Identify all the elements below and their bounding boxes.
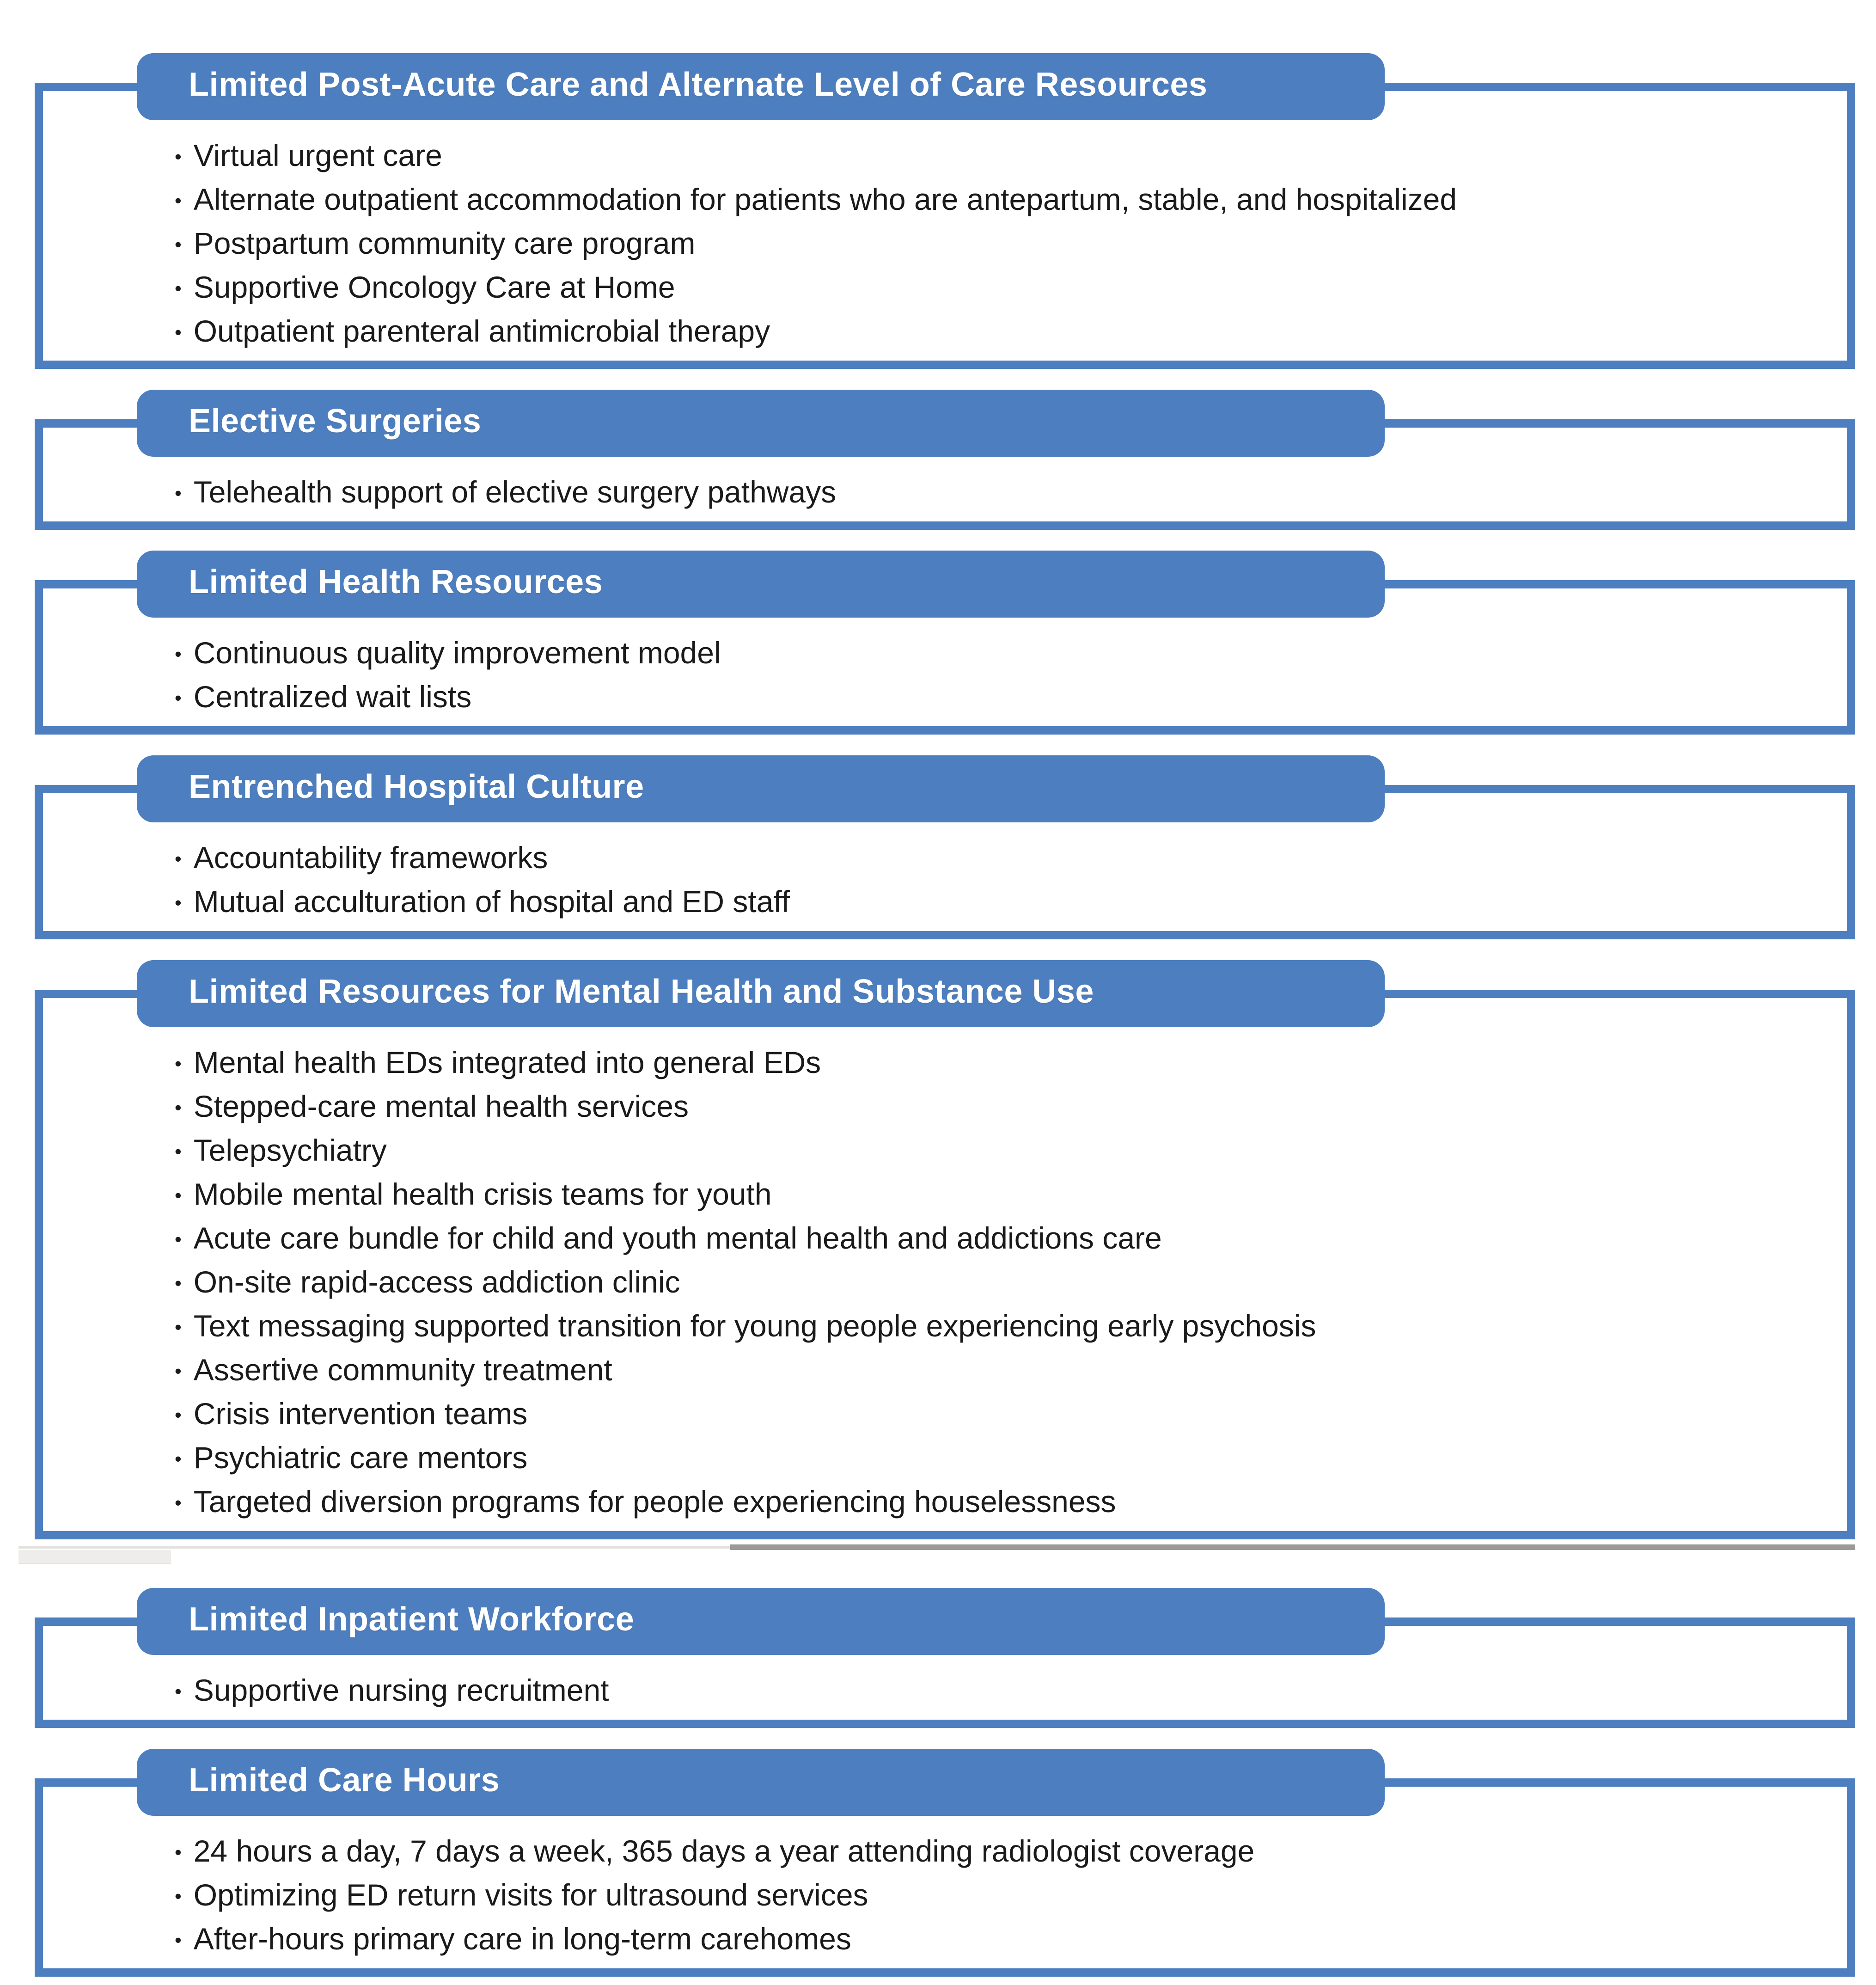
list-item: • Accountability frameworks (175, 836, 1828, 880)
scan-fragment (18, 1550, 171, 1564)
list-item: • Telepsychiatry (175, 1129, 1828, 1173)
list-item: • Optimizing ED return visits for ultrasound services (175, 1874, 1828, 1918)
list-item: • Psychiatric care mentors (175, 1436, 1828, 1480)
scan-line (730, 1544, 1855, 1550)
section-limited-inpatient-workforce (35, 1588, 1855, 1728)
list-item: • 24 hours a day, 7 days a week, 365 days a year attending radiologist coverage (175, 1830, 1828, 1874)
section-header (137, 1749, 1385, 1816)
list-item: • Acute care bundle for child and youth mental health and addictions care (175, 1217, 1828, 1261)
section-body (35, 83, 1855, 369)
list-item: • Centralized wait lists (175, 675, 1828, 719)
list-item: • Stepped-care mental health services (175, 1085, 1828, 1129)
section-limited-care-hours (35, 1749, 1855, 1977)
list-item: • Text messaging supported transition for young people experiencing early psychosis (175, 1305, 1828, 1348)
section-limited-resources-mental-health-substance-use (35, 960, 1855, 1539)
list-item: • Postpartum community care program (175, 222, 1828, 266)
list-item: • On-site rapid-access addiction clinic (175, 1261, 1828, 1305)
section-header (137, 390, 1385, 457)
list-item: • Outpatient parenteral antimicrobial therapy (175, 310, 1828, 354)
list-item: • Mutual acculturation of hospital and ED staff (175, 880, 1828, 924)
scan-line-faint (18, 1546, 730, 1549)
list-item: • After-hours primary care in long-term carehomes (175, 1918, 1828, 1961)
list-item: • Telehealth support of elective surgery pathways (175, 471, 1828, 515)
bullet-list (175, 1041, 1828, 1524)
list-item: • Assertive community treatment (175, 1348, 1828, 1392)
section-header (137, 960, 1385, 1027)
section-title: Limited Post-Acute Care and Alternate Level of Care Resources (189, 66, 1208, 103)
section-header (137, 53, 1385, 120)
section-limited-post-acute-care (35, 53, 1855, 369)
bullet-list (175, 1830, 1828, 1961)
bullet-list (175, 134, 1828, 354)
section-title: Entrenched Hospital Culture (189, 768, 644, 805)
sections-container (35, 53, 1855, 1985)
section-header (137, 551, 1385, 618)
section-title: Limited Inpatient Workforce (189, 1600, 635, 1638)
list-item: • Virtual urgent care (175, 134, 1828, 178)
section-elective-surgeries (35, 390, 1855, 530)
section-limited-health-resources (35, 551, 1855, 735)
list-item: • Supportive Oncology Care at Home (175, 266, 1828, 310)
section-entrenched-hospital-culture (35, 755, 1855, 939)
bullet-list (175, 836, 1828, 924)
section-title: Limited Care Hours (189, 1761, 500, 1799)
section-header (137, 1588, 1385, 1655)
list-item: • Mobile mental health crisis teams for youth (175, 1173, 1828, 1217)
list-item: • Alternate outpatient accommodation for patients who are antepartum, stable, and hospitalized (175, 178, 1828, 222)
list-item: • Targeted diversion programs for people experiencing houselessness (175, 1480, 1828, 1524)
bullet-list (175, 1669, 1828, 1713)
section-title: Elective Surgeries (189, 402, 482, 440)
list-item: • Supportive nursing recruitment (175, 1669, 1828, 1713)
list-item: • Crisis intervention teams (175, 1392, 1828, 1436)
bullet-list (175, 471, 1828, 515)
page-break-artifact (35, 1542, 1855, 1588)
section-title: Limited Health Resources (189, 563, 603, 600)
section-header (137, 755, 1385, 822)
list-item: • Continuous quality improvement model (175, 631, 1828, 675)
list-item: • Mental health EDs integrated into general EDs (175, 1041, 1828, 1085)
section-title: Limited Resources for Mental Health and Substance Use (189, 973, 1094, 1010)
bullet-list (175, 631, 1828, 719)
section-body (35, 990, 1855, 1539)
